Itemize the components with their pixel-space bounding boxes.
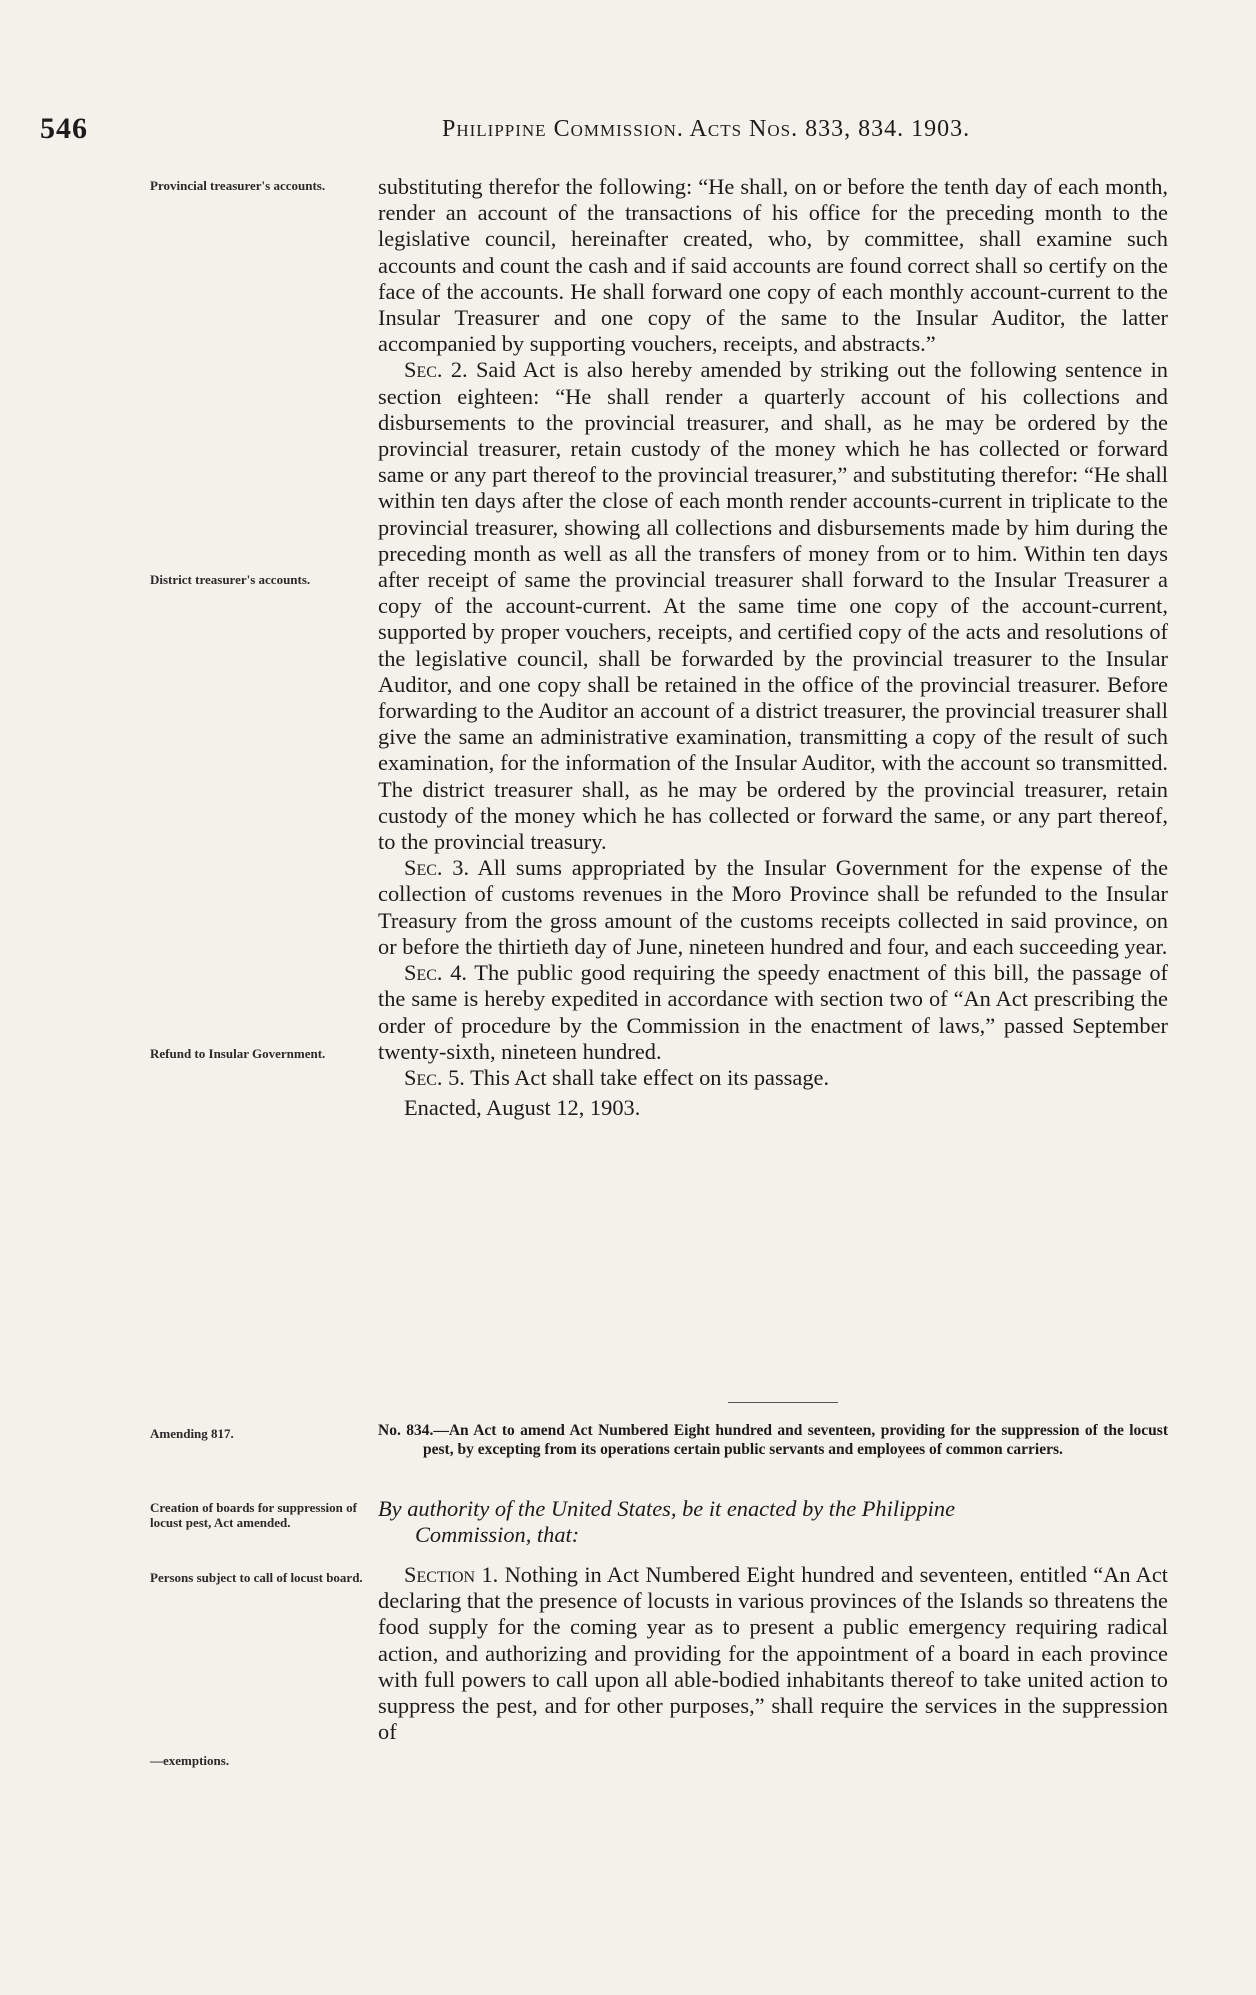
act-833-body	[378, 174, 1168, 1121]
page-number: 546	[40, 112, 88, 145]
enacted-date: Enacted, August 12, 1903.	[404, 1095, 641, 1121]
margin-note-exemptions: —exemptions.	[150, 1753, 230, 1768]
section-label: Sec. 3.	[404, 855, 470, 881]
margin-note-persons-subject: Persons subject to call of locust board.	[150, 1570, 363, 1585]
section-text: The public good requiring the speedy enactment of this bill, the passage of the same is hereby expedited in accordance with section two of “An Act prescribing the order of procedure by the Commission in the enactment of laws,” passed September twenty-sixth, nineteen hundred.	[378, 960, 1168, 1064]
margin-note-creation-boards: Creation of boards for suppression of locust pest, Act amended.	[150, 1500, 357, 1530]
act-834-heading	[378, 1422, 1168, 1459]
margin-note-amending: Amending 817.	[150, 1426, 234, 1441]
running-head: Philippine Commission. Acts Nos. 833, 834. 1903.	[442, 116, 971, 142]
section-label: Sec. 5.	[404, 1064, 465, 1090]
margin-note-provincial-treasurer: Provincial treasurer's accounts.	[150, 178, 326, 193]
section-label: Section 1.	[404, 1562, 499, 1587]
section-text: Nothing in Act Numbered Eight hundred and seventeen, entitled “An Act declaring that the presence of locusts in various provinces of the Islands so threatens the food supply for the coming year as to present a public emergency requiring radical action, and authorizing and providing for the appointment of a board in each province with full powers to call upon all able-bodied inhabitants thereof to take united action to suppress the pest, and for other purposes,” shall require the services in the suppression of	[378, 1562, 1169, 1745]
act-834-title: No. 834.—An Act to amend Act Numbered Eight hundred and seventeen, providing for the suppression of the locust pest, by excepting from its operations certain public servants and employees of common carriers.	[378, 1422, 1168, 1458]
section-text: All sums appropriated by the Insular Government for the expense of the collection of customs revenues in the Moro Province shall be refunded to the Insular Treasury from the gross amount of the customs receipts collected in said province, on or before the thirtieth day of June, nineteen hundred and four, and each succeeding year.	[378, 855, 1169, 959]
paragraph-sec-2	[378, 357, 1168, 855]
margin-note-district-treasurer: District treasurer's accounts.	[150, 572, 311, 587]
section-text: This Act shall take effect on its passage.	[464, 1064, 830, 1090]
paragraph-sec-4	[378, 960, 1168, 1065]
section-label: Sec. 2.	[404, 357, 468, 383]
paragraph-sec-3	[378, 855, 1168, 960]
enacting-line-2: Commission, that:	[415, 1522, 580, 1547]
margin-note-refund: Refund to Insular Government.	[150, 1046, 326, 1061]
enacting-line-1: By authority of the United States, be it enacted by the Philippine	[378, 1496, 956, 1521]
paragraph-continuation: substituting therefor the following: “He shall, on or before the tenth day of each month, render an account of the transactions of his office for the preceding month to the legislative council, hereinafter created, who, by committee, shall examine such accounts and count the cash and if said accounts are found correct shall so certify on the face of the accounts. He shall forward one copy of each monthly account-current to the Insular Treasurer and one copy of the same to the Insular Auditor, the latter accompanied by supporting vouchers, receipts, and abstracts.”	[378, 174, 1168, 357]
paragraph-section-1	[378, 1562, 1168, 1745]
paragraph-sec-5	[378, 1065, 1168, 1091]
act-834-body	[378, 1562, 1168, 1745]
section-divider	[728, 1402, 838, 1403]
section-label: Sec. 4.	[404, 960, 467, 986]
page-header	[40, 112, 1220, 152]
enacting-clause	[378, 1496, 1168, 1548]
section-text: Said Act is also hereby amended by striking out the following sentence in section eighteen: “He shall render a quarterly account of his collections and disbursements to the provincial treasurer, and shall, as he may be ordered by the provincial treasurer, retain custody of the money which he has collected or forward same or any part thereof to the provincial treasurer,” and substituting therefor: “He shall within ten days after the close of each month render accounts-current in triplicate to the provincial treasurer, showing all collections and disbursements made by him during the preceding month as well as all the transfers of money from or to him. Within ten days after receipt of same the provincial treasurer shall forward to the Insular Treasurer a copy of the account-current. At the same time one copy of the account-current, supported by proper vouchers, receipts, and certified copy of the acts and resolutions of the legislative council, shall be forwarded by the provincial treasurer to the Insular Auditor, and one copy shall be retained in the office of the provincial treasurer. Before forwarding to the Auditor an account of a district treasurer, the provincial treasurer shall give the same an administrative examination, transmitting a copy of the result of such examination, for the information of the Insular Auditor, with the account so transmitted. The district treasurer shall, as he may be ordered by the provincial treasurer, retain custody of the money which he has collected or forward the same, or any part thereof, to the provincial treasury.	[378, 357, 1169, 855]
